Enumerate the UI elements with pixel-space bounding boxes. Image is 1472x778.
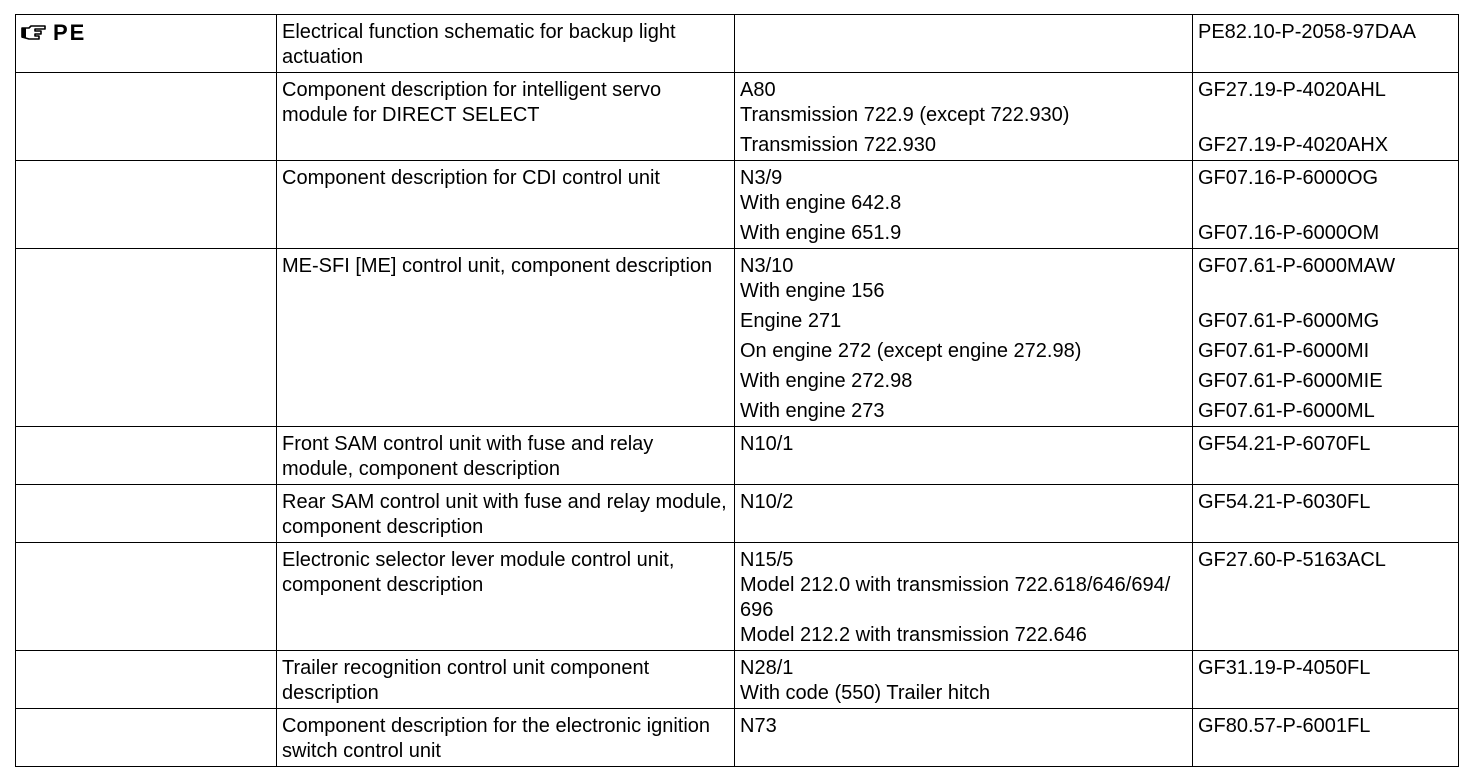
reference-link[interactable]: GF07.16-P-6000OG [1198, 167, 1379, 189]
condition-cell [735, 15, 1193, 73]
marker-cell [16, 427, 277, 485]
row-description: Component description for CDI control unit [282, 167, 660, 189]
marker-cell [16, 73, 277, 161]
reference-link[interactable]: GF54.21-P-6030FL [1198, 491, 1371, 513]
reference-link[interactable]: GF27.19-P-4020AHX [1198, 134, 1389, 156]
marker-cell [16, 543, 277, 651]
table-row [16, 161, 1459, 249]
table-row [16, 249, 1459, 427]
description-cell [277, 543, 735, 651]
table-row [16, 651, 1459, 709]
pe-label: PE [53, 20, 87, 45]
reference-link[interactable]: GF80.57-P-6001FL [1198, 715, 1371, 737]
description-cell [277, 485, 735, 543]
condition-text: On engine 272 (except engine 272.98) [740, 340, 1082, 362]
table-row [16, 427, 1459, 485]
condition-cell [735, 709, 1193, 767]
condition-text: Engine 271 [740, 310, 842, 332]
table-row [16, 73, 1459, 161]
table-row [16, 709, 1459, 767]
marker-cell [16, 15, 277, 73]
pe-marker [21, 20, 86, 45]
reference-link[interactable]: GF31.19-P-4050FL [1198, 657, 1371, 679]
condition-text: N3/9 [740, 167, 783, 189]
marker-cell [16, 249, 277, 427]
condition-text: With engine 156 [740, 280, 885, 302]
condition-cell [735, 427, 1193, 485]
condition-text: With engine 272.98 [740, 370, 913, 392]
reference-cell [1193, 249, 1459, 427]
description-cell [277, 709, 735, 767]
condition-text: With engine 273 [740, 400, 885, 422]
reference-cell [1193, 427, 1459, 485]
marker-cell [16, 709, 277, 767]
reference-cell [1193, 73, 1459, 161]
condition-text: N73 [740, 715, 777, 737]
condition-text: N3/10 [740, 255, 794, 277]
reference-cell [1193, 709, 1459, 767]
condition-text: N28/1 [740, 657, 794, 679]
condition-text: Transmission 722.930 [740, 134, 937, 156]
row-description: Front SAM control unit with fuse and relay module, component description [282, 433, 654, 480]
reference-cell [1193, 15, 1459, 73]
row-description: Component description for the electronic ignition switch control unit [282, 715, 711, 762]
condition-text: With engine 642.8 [740, 192, 902, 214]
row-description: Rear SAM control unit with fuse and relay module, component description [282, 491, 727, 538]
table-row [16, 543, 1459, 651]
reference-link[interactable]: GF07.16-P-6000OM [1198, 222, 1380, 244]
description-cell [277, 427, 735, 485]
reference-cell [1193, 485, 1459, 543]
reference-link[interactable]: GF07.61-P-6000MIE [1198, 370, 1383, 392]
reference-table [15, 14, 1459, 767]
description-cell [277, 249, 735, 427]
marker-cell [16, 651, 277, 709]
reference-link[interactable]: GF27.19-P-4020AHL [1198, 79, 1386, 101]
condition-text: N10/1 [740, 433, 794, 455]
condition-cell [735, 485, 1193, 543]
reference-link[interactable]: GF27.60-P-5163ACL [1198, 549, 1386, 571]
condition-text: Model 212.2 with transmission 722.646 [740, 624, 1087, 646]
condition-text: Model 212.0 with transmission 722.618/646/694/ 696 [740, 574, 1171, 621]
condition-text: With code (550) Trailer hitch [740, 682, 991, 704]
row-description: Electrical function schematic for backup light actuation [282, 21, 676, 68]
reference-link[interactable]: GF07.61-P-6000MG [1198, 310, 1380, 332]
row-description: Electronic selector lever module control unit, component description [282, 549, 675, 596]
table-row [16, 485, 1459, 543]
description-cell [277, 651, 735, 709]
pointing-hand-icon [21, 24, 47, 42]
reference-link[interactable]: PE82.10-P-2058-97DAA [1198, 21, 1416, 43]
condition-text: N10/2 [740, 491, 794, 513]
description-cell [277, 15, 735, 73]
condition-cell [735, 161, 1193, 249]
reference-link[interactable]: GF07.61-P-6000MI [1198, 340, 1370, 362]
description-cell [277, 73, 735, 161]
row-description: Trailer recognition control unit component description [282, 657, 650, 704]
marker-cell [16, 485, 277, 543]
reference-cell [1193, 543, 1459, 651]
description-cell [277, 161, 735, 249]
row-description: Component description for intelligent servo module for DIRECT SELECT [282, 79, 662, 126]
condition-cell [735, 543, 1193, 651]
marker-cell [16, 161, 277, 249]
condition-cell [735, 73, 1193, 161]
row-description: ME-SFI [ME] control unit, component description [282, 255, 713, 277]
reference-link[interactable]: GF07.61-P-6000ML [1198, 400, 1375, 422]
condition-text: With engine 651.9 [740, 222, 902, 244]
condition-text: Transmission 722.9 (except 722.930) [740, 104, 1070, 126]
reference-link[interactable]: GF07.61-P-6000MAW [1198, 255, 1396, 277]
reference-cell [1193, 161, 1459, 249]
condition-text: A80 [740, 79, 776, 101]
condition-text: N15/5 [740, 549, 794, 571]
table-row [16, 15, 1459, 73]
condition-cell [735, 651, 1193, 709]
reference-link[interactable]: GF54.21-P-6070FL [1198, 433, 1371, 455]
reference-cell [1193, 651, 1459, 709]
condition-cell [735, 249, 1193, 427]
